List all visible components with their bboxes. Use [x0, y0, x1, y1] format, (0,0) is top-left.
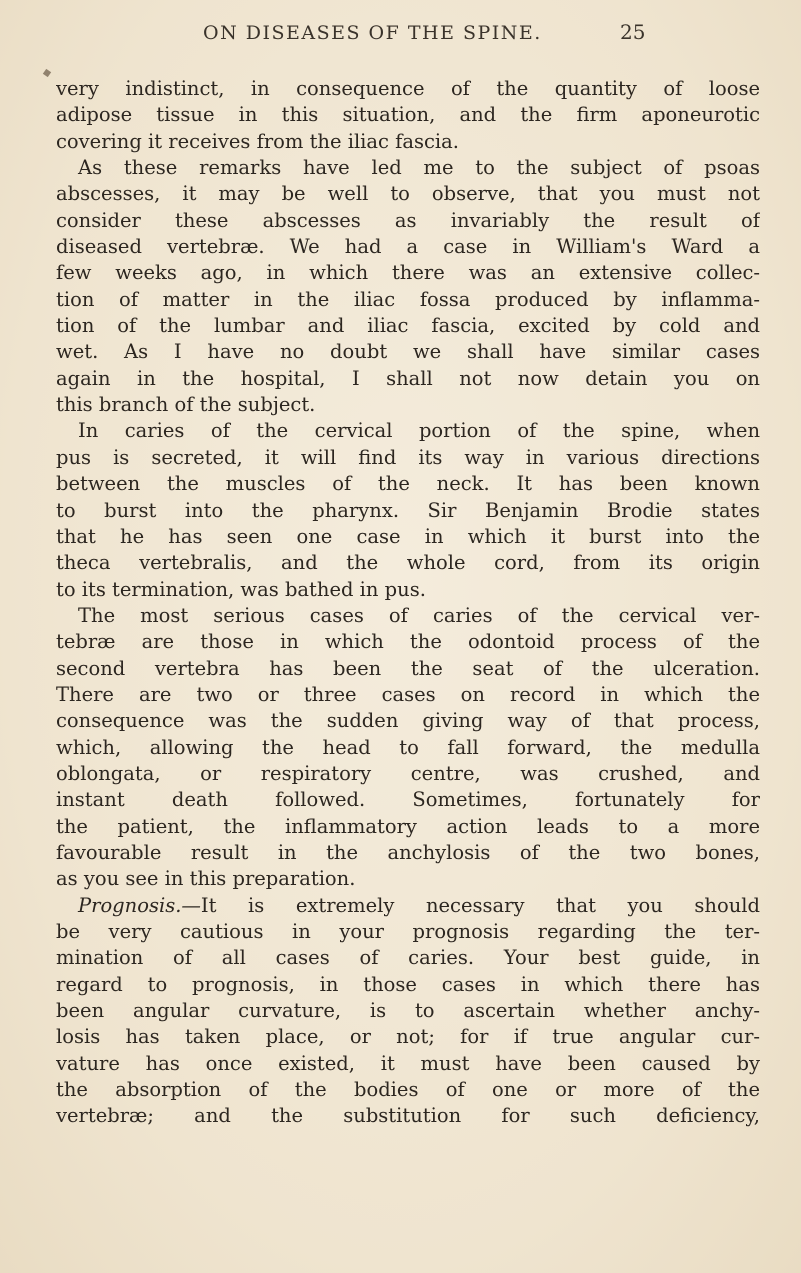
text-line: be very cautious in your prognosis regarding the ter- [56, 920, 760, 943]
ink-speck [43, 69, 51, 77]
text-line: been angular curvature, is to ascertain whether anchy- [56, 999, 760, 1023]
text-line: that he has seen one case in which it burst into the [56, 524, 760, 548]
running-title: ON DISEASES OF THE SPINE. [203, 22, 542, 44]
text-line: which, allowing the head to fall forward, the medulla [56, 735, 760, 759]
text-line: losis has taken place, or not; for if true angular cur- [56, 1025, 760, 1049]
section-heading-prognosis: Prognosis.— [78, 893, 201, 917]
text-line: In caries of the cervical portion of the spine, when [78, 419, 760, 443]
text-line: tebræ are those in which the odontoid process of the [56, 630, 760, 654]
text-line: adipose tissue in this situation, and the firm aponeurotic [56, 103, 760, 127]
body-text [56, 76, 760, 1130]
text-line: the patient, the inflammatory action leads to a more [56, 814, 760, 838]
text-line-prognosis [56, 893, 760, 919]
text-line: the absorption of the bodies of one or more of the [56, 1078, 760, 1102]
text-line: very indistinct, in consequence of the quantity of loose [56, 77, 760, 100]
text-line: to burst into the pharynx. Sir Benjamin Brodie states [56, 498, 760, 522]
text-line: tion of matter in the iliac fossa produced by inflamma- [56, 287, 760, 311]
text-line: few weeks ago, in which there was an extensive collec- [56, 261, 760, 285]
text-line: second vertebra has been the seat of the ulceration. [56, 656, 760, 680]
text-line: again in the hospital, I shall not now detain you on [56, 366, 760, 390]
text-line: theca vertebralis, and the whole cord, from its origin [56, 551, 760, 575]
text-line: instant death followed. Sometimes, fortunately for [56, 788, 760, 812]
text-line: covering it receives from the iliac fascia. [56, 129, 459, 153]
text-line: vature has once existed, it must have been caused by [56, 1051, 760, 1075]
text-line: mination of all cases of caries. Your best guide, in [56, 946, 760, 970]
text-line: favourable result in the anchylosis of the two bones, [56, 840, 760, 864]
text-line: tion of the lumbar and iliac fascia, excited by cold and [56, 314, 760, 338]
text-line: consequence was the sudden giving way of that process, [56, 709, 760, 733]
text-line-rest: It is extremely necessary that you should [200, 893, 760, 917]
text-line: to its termination, was bathed in pus. [56, 577, 426, 601]
text-line: diseased vertebræ. We had a case in William's Ward a [56, 235, 760, 259]
text-line: vertebræ; and the substitution for such deficiency, [56, 1104, 760, 1128]
text-line: As these remarks have led me to the subject of psoas [78, 156, 760, 180]
text-line: pus is secreted, it will find its way in various directions [56, 445, 760, 469]
text-line: abscesses, it may be well to observe, that you must not [56, 182, 760, 206]
text-line: as you see in this preparation. [56, 867, 356, 891]
text-line: There are two or three cases on record in which the [56, 682, 760, 706]
text-line: oblongata, or respiratory centre, was crushed, and [56, 761, 760, 785]
page-number: 25 [620, 20, 646, 44]
text-line: wet. As I have no doubt we shall have similar cases [56, 340, 760, 364]
text-line: The most serious cases of caries of the cervical ver- [78, 603, 760, 627]
running-head [0, 20, 801, 50]
text-line: this branch of the subject. [56, 393, 316, 417]
text-line: between the muscles of the neck. It has been known [56, 472, 760, 496]
text-line: consider these abscesses as invariably the result of [56, 208, 760, 232]
text-line: regard to prognosis, in those cases in which there has [56, 972, 760, 996]
